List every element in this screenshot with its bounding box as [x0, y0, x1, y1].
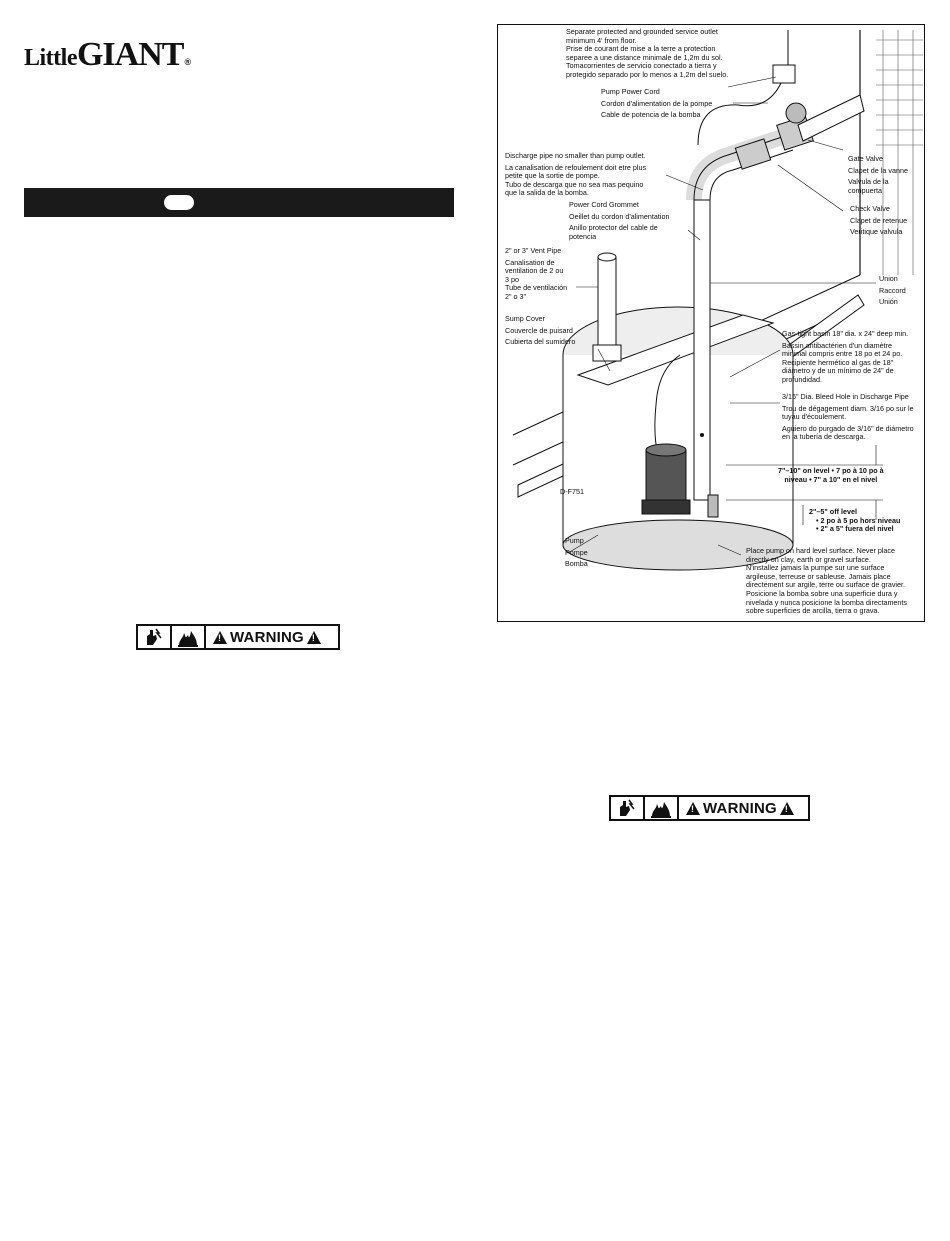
label-gate-valve: Gate Valve Clapet de la vanne Valvula de la compuerta — [848, 154, 908, 195]
fire-hazard-icon — [645, 797, 679, 819]
label-union: Union Raccord Unión — [879, 274, 906, 307]
label-vent-pipe: 2" or 3" Vent Pipe Canalisation de ventilation de 2 ou 3 po Tube de ventilación 2" o 3" — [505, 246, 568, 301]
caution-triangle-icon — [307, 631, 321, 644]
label-bleed-hole: 3/16" Dia. Bleed Hole in Discharge Pipe Trou de dégagement diam. 3/16 po sur le tuyau d'écoulement. Aguiero do purgado de 3/16" de diámetro en la tubería de descarga. — [782, 392, 914, 442]
label-placement-instructions: Place pump on hard level surface. Never place directly on clay, earth or gravel surface. N'installez jamais la pumpe sur une surface argileuse, terreuse or sableuse. Jamais place directement sur argile, terre ou surface de gravier. Posicione la bomba sobre una superficie dura y nivelada y nunca posicione la bomba directaments sobre superficies de arcilla, tierra o grava. — [746, 546, 908, 616]
label-off-level: 2"–5" off level • 2 po à 5 po hors niveau • 2" a 5" fuera del nivel — [809, 507, 901, 534]
label-check-valve: Check Valve Clapet de retenue Veritique valvula — [850, 204, 908, 237]
warning-label: WARNING — [703, 799, 777, 817]
caution-triangle-icon — [213, 631, 227, 644]
language-pill — [164, 195, 194, 210]
wall-hatch — [876, 30, 923, 275]
label-discharge-pipe: Discharge pipe no smaller than pump outlet. La canalisation de refoulement doit etre plus petite que la sortie de pompe. Tubo de descarga que no sea mas pequino que la salida de la bomba. — [505, 151, 647, 198]
section-header-bar — [24, 188, 454, 217]
caution-triangle-icon — [686, 802, 700, 815]
label-service-outlet: Separate protected and grounded service outlet minimum 4' from floor. Prise de courant de mise a la terre a protection separee a une distance minimale de 1,2m du sol. Tomacorrientes de servicio conectado a tierra y protegido separado por lo menos a 1,2m del suelo. — [566, 27, 729, 79]
logo-registered-mark: ® — [184, 57, 192, 67]
warning-badge-right — [609, 795, 810, 821]
label-drawing-id: D-F751 — [560, 487, 584, 496]
sump-pump-installation-diagram — [497, 24, 925, 622]
fire-hazard-icon — [172, 626, 206, 648]
caution-triangle-icon — [780, 802, 794, 815]
electric-shock-icon — [611, 797, 645, 819]
label-power-cord-grommet: Power Cord Grommet Oeillet du cordon d'alimentation Anillo protector del cable de potencia — [569, 200, 670, 241]
little-giant-logo — [24, 36, 191, 76]
label-gas-tight-basin: Gas-tight basin 18" dia. x 24" deep min. Bassin antibactérien d'un diamètre minimal compris entre 18 po et 24 po. Recipiente hermético al gas de 18" diámetro y de un mínimo de 24" de profundidad. — [782, 329, 909, 384]
label-pump-power-cord: Pump Power Cord Cordon d'alimentation de la pompe Cable de potencia de la bomba — [601, 87, 713, 120]
logo-giant: GIANT — [76, 36, 184, 73]
electric-shock-icon — [138, 626, 172, 648]
warning-label: WARNING — [230, 628, 304, 646]
warning-badge-left — [136, 624, 340, 650]
label-on-level: 7"–10" on level • 7 po à 10 po à niveau • 7" a 10" en el nivel — [778, 466, 884, 484]
label-sump-cover: Sump Cover Couvercle de puisard Cubierta del sumidero — [505, 314, 576, 347]
label-pump: Pump Pompe Bomba — [565, 536, 588, 569]
logo-little: Little — [24, 45, 77, 71]
